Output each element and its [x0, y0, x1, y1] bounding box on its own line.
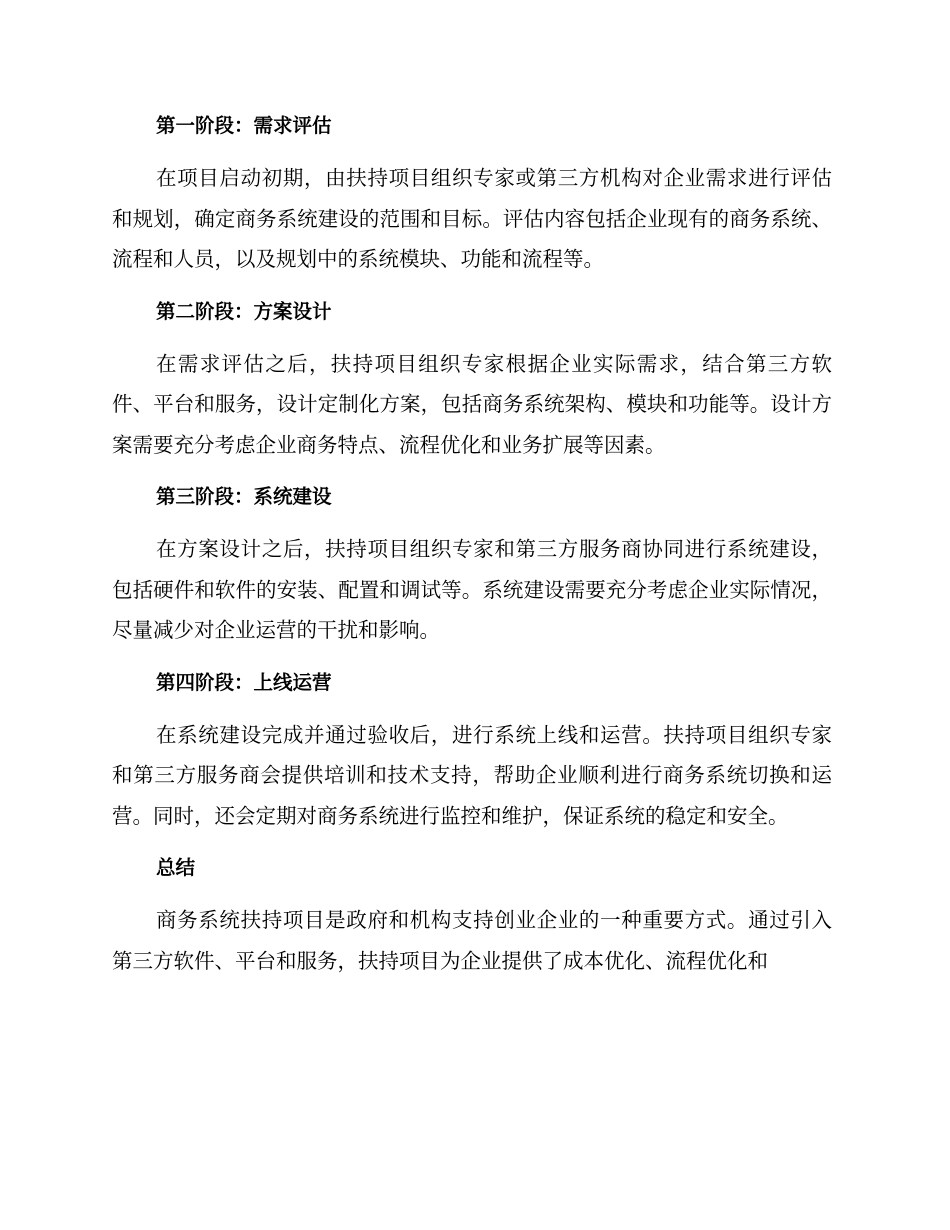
section-heading: 总结 — [156, 856, 196, 879]
document-body — [112, 106, 832, 993]
section-heading: 第一阶段：需求评估 — [156, 114, 332, 137]
section-go-live-operation — [112, 663, 832, 837]
section-heading: 第四阶段：上线运营 — [156, 670, 332, 694]
section-paragraph: 在系统建设完成并通过验收后，进行系统上线和运营。扶持项目组织专家和第三方服务商会提供培训和技术支持，帮助企业顺利进行商务系统切换和运营。同时，还会定期对商务系统进行监控和维护，保证系统的稳定和安全。 — [112, 722, 832, 828]
section-paragraph: 在项目启动初期，由扶持项目组织专家或第三方机构对企业需求进行评估和规划，确定商务系统建设的范围和目标。评估内容包括企业现有的商务系统、流程和人员，以及规划中的系统模块、功能和流程等。 — [112, 166, 832, 271]
section-paragraph: 在方案设计之后，扶持项目组织专家和第三方服务商协同进行系统建设，包括硬件和软件的安装、配置和调试等。系统建设需要充分考虑企业实际情况，尽量减少对企业运营的干扰和影响。 — [112, 537, 832, 642]
section-heading: 第二阶段：方案设计 — [156, 299, 332, 323]
section-system-construction — [112, 477, 832, 651]
section-needs-assessment — [112, 106, 832, 280]
section-paragraph: 商务系统扶持项目是政府和机构支持创业企业的一种重要方式。通过引入第三方软件、平台和服务，扶持项目为企业提供了成本优化、流程优化和 — [112, 908, 832, 973]
section-solution-design — [112, 292, 832, 466]
section-paragraph: 在需求评估之后，扶持项目组织专家根据企业实际需求，结合第三方软件、平台和服务，设计定制化方案，包括商务系统架构、模块和功能等。设计方案需要充分考虑企业商务特点、流程优化和业务扩展等因素。 — [112, 351, 832, 457]
section-heading: 第三阶段：系统建设 — [156, 485, 332, 508]
section-summary — [112, 848, 832, 981]
